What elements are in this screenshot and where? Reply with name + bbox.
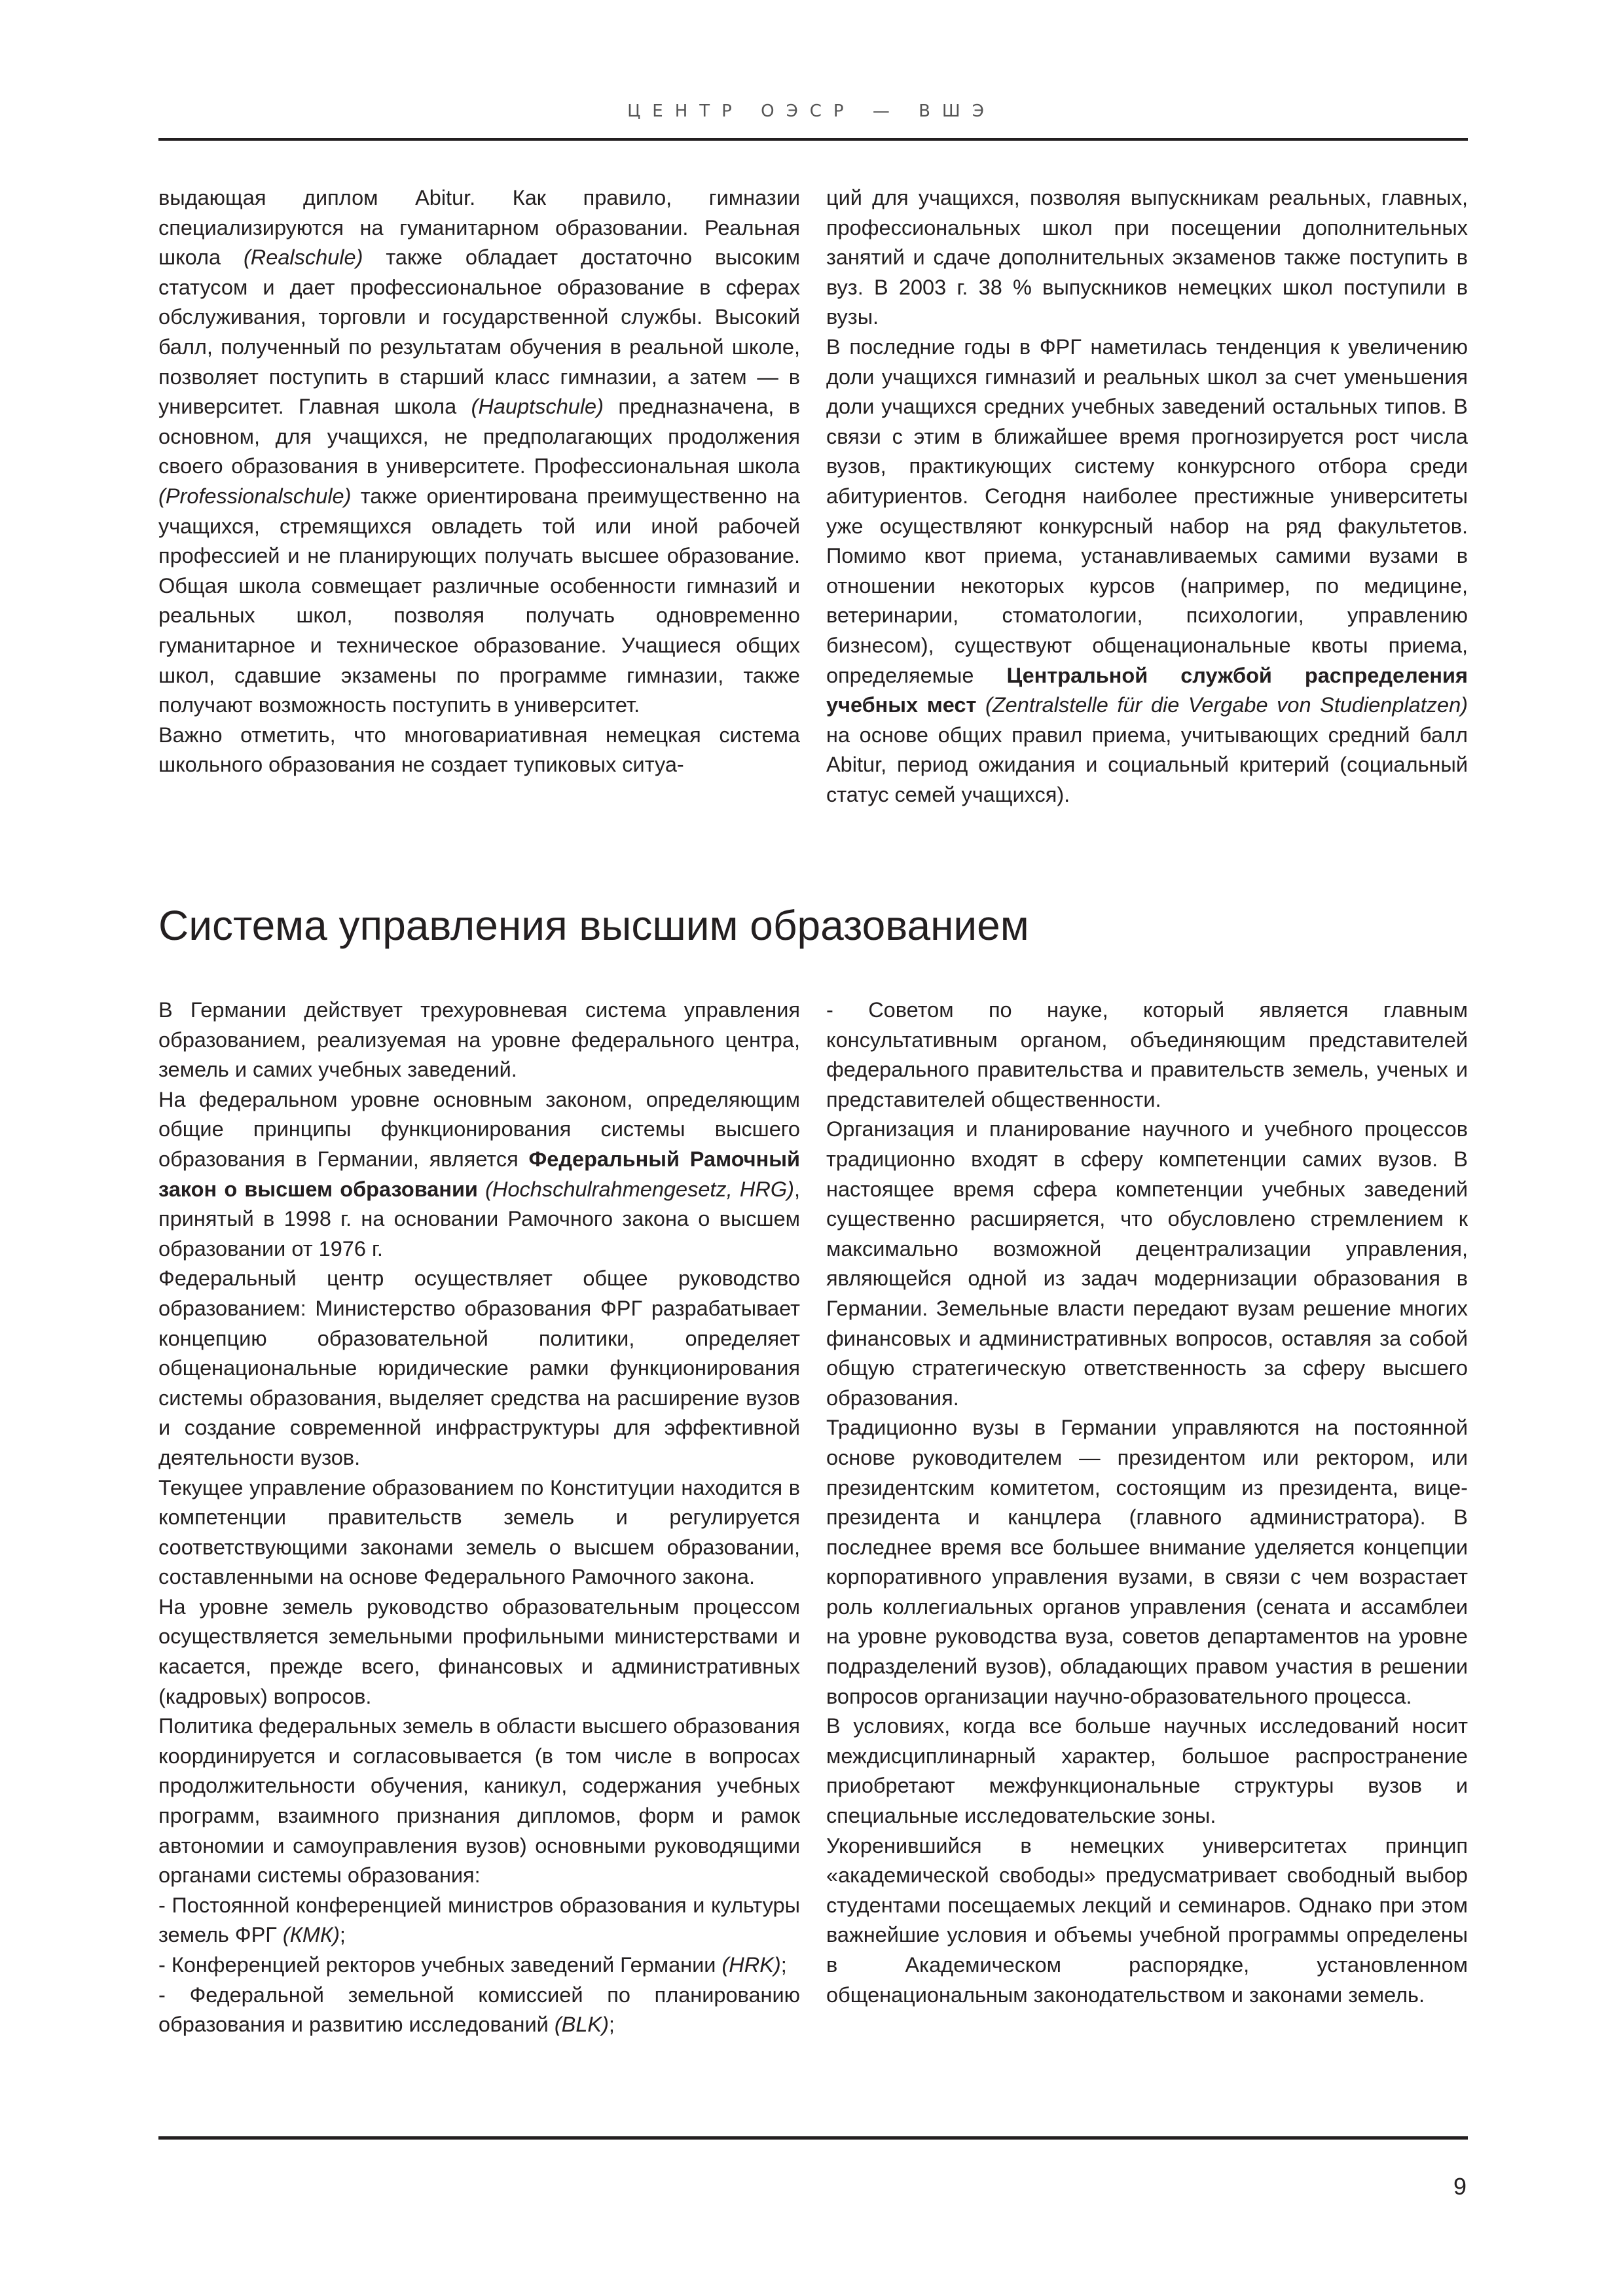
bottom-left-column <box>158 996 800 2040</box>
list-item: - Постоянной конференцией министров образования и культуры земель ФРГ (КМК); <box>158 1893 800 1947</box>
list-item: - Конференцией ректоров учебных заведений Германии (HRK); <box>158 1953 787 1977</box>
paragraph: Федеральный центр осуществляет общее руководство образованием: Министерство образования ФРГ разрабатывает концепцию образовательной политики, определяет общенациональные юридические рамки функционирования системы образования, выделяет средства на расширение вузов и создание современной инфраструктуры для эффективной деятельности вузов. <box>158 1266 800 1469</box>
bottom-right-column <box>826 996 1468 2010</box>
top-left-column <box>158 183 800 780</box>
paragraph: В условиях, когда все больше научных исследований носит междисциплинарный характер, большое распространение приобретают межфункциональные структуры вузов и специальные исследовательские зоны. <box>826 1714 1468 1828</box>
paragraph: На федеральном уровне основным законом, определяющим общие принципы функционирования системы высшего образования в Германии, является Федеральный Рамочный закон о высшем образовании (Hochschulrahmengesetz, HRG), принятый в 1998 г. на основании Рамочного закона о высшем образовании от 1976 г. <box>158 1087 801 1261</box>
page-number: 9 <box>1453 2173 1467 2200</box>
paragraph: Организация и планирование научного и учебного процессов традиционно входят в сферу компетенции самих вузов. В настоящее время сфера компетенции учебных заведений существенно расширяется, что обусловлено стремлением к максимально возможной децентрализации управления, являющейся одной из задач модернизации образования в Германии. Земельные власти передают вузам решение многих финансовых и административных вопросов, оставляя за собой общую стратегическую ответственность за сферу высшего образования. <box>826 1117 1468 1410</box>
section-title: Система управления высшим образованием <box>158 902 1029 949</box>
paragraph: Политика федеральных земель в области высшего образования координируется и согласовывается (в том числе в вопросах продолжительности обучения, каникул, содержания учебных программ, взаимного признания дипломов, форм и рамок автономии и самоуправления вузов) основными руководящими органами системы образования: <box>158 1714 800 1888</box>
paragraph: Текущее управление образованием по Конституции находится в компетенции правительств земель и регулируется соответствующими законами земель о высшем образовании, составленными на основе Федерального Рамочного закона. <box>158 1475 800 1589</box>
list-item: - Советом по науке, который является главным консультативным органом, объединяющим представителей федерального правительства и правительств земель, ученых и представителей общественности. <box>826 998 1468 1111</box>
header-rule <box>158 138 1468 141</box>
top-right-column <box>826 183 1468 810</box>
paragraph: ций для учащихся, позволяя выпускникам реальных, главных, профессиональных школ при посещении дополнительных занятий и сдаче дополнительных экзаменов также поступить в вуз. В 2003 г. 38 % выпускников немецких школ поступили в вузы. <box>826 186 1468 329</box>
paragraph: выдающая диплом Abitur. Как правило, гимназии специализируются на гуманитарном образовании. Реальная школа (Realschule) также обладает достаточно высоким статусом и дает профессиональное образование в сферах обслуживания, торговли и государственной службы. Высокий балл, полученный по результатам обучения в реальной школе, позволяет поступить в старший класс гимназии, а затем — в университет. Главная школа (Hauptschule) предназначена, в основном, для учащихся, не предполагающих продолжения своего образования в университете. Профессиональная школа (Professionalschule) также ориентирована преимущественно на учащихся, стремящихся овладеть той или иной рабочей профессией и не планирующих получать высшее образование. Общая школа совмещает различные особенности гимназий и реальных школ, позволяя получать одновременно гуманитарное и техническое образование. Учащиеся общих школ, сдавшие экзамены по программе гимназии, также получают возможность поступить в университет. <box>158 186 800 717</box>
paragraph: В последние годы в ФРГ наметилась тенденция к увеличению доли учащихся гимназий и реальных школ за счет уменьшения доли учащихся средних учебных заведений остальных типов. В связи с этим в ближайшее время прогнозируется рост числа вузов, практикующих систему конкурсного отбора среди абитуриентов. Сегодня наиболее престижные университеты уже осуществляют конкурсный набор на ряд факультетов. Помимо квот приема, устанавливаемых самими вузами в отношении некоторых курсов (например, по медицине, ветеринарии, стоматологии, психологии, управлению бизнесом), существуют общенациональные квоты приема, определяемые Центральной службой распределения учебных мест (Zentralstelle für die Vergabe von Studienplatzen) на основе общих правил приема, учитывающих средний балл Abitur, период ожидания и социальный критерий (социальный статус семей учащихся). <box>826 334 1468 806</box>
paragraph: На уровне земель руководство образовательным процессом осуществляется земельными профильными министерствами и касается, прежде всего, финансовых и административных (кадровых) вопросов. <box>158 1594 800 1708</box>
list-item: - Федеральной земельной комиссией по планированию образования и развитию исследований (BLK); <box>158 1982 800 2037</box>
paragraph: Традиционно вузы в Германии управляются на постоянной основе руководителем — президентом или ректором, или президентским комитетом, состоящим из президента, вице-президента и канцлера (главного администратора). В последнее время все большее внимание уделяется концепции корпоративного управления вузами, в связи с чем возрастает роль коллегиальных органов управления (сената и ассамблеи на уровне руководства вуза, советов департаментов на уровне подразделений вузов), обладающих правом участия в решении вопросов организации научно-образовательного процесса. <box>826 1416 1468 1708</box>
footer-rule <box>158 2136 1468 2140</box>
paragraph: Укоренившийся в немецких университетах принцип «академической свободы» предусматривает свободный выбор студентами посещаемых лекций и семинаров. Однако при этом важнейшие условия и объемы учебной программы определены в Академическом распорядке, установленном общенациональным законодательством и законами земель. <box>826 1833 1468 2007</box>
running-header: ЦЕНТР ОЭСР — ВШЭ <box>627 101 996 121</box>
paragraph: Важно отметить, что многовариативная немецкая система школьного образования не создает тупиковых ситуа- <box>158 723 800 777</box>
paragraph: В Германии действует трехуровневая система управления образованием, реализуемая на уровне федерального центра, земель и самих учебных заведений. <box>158 998 800 1082</box>
